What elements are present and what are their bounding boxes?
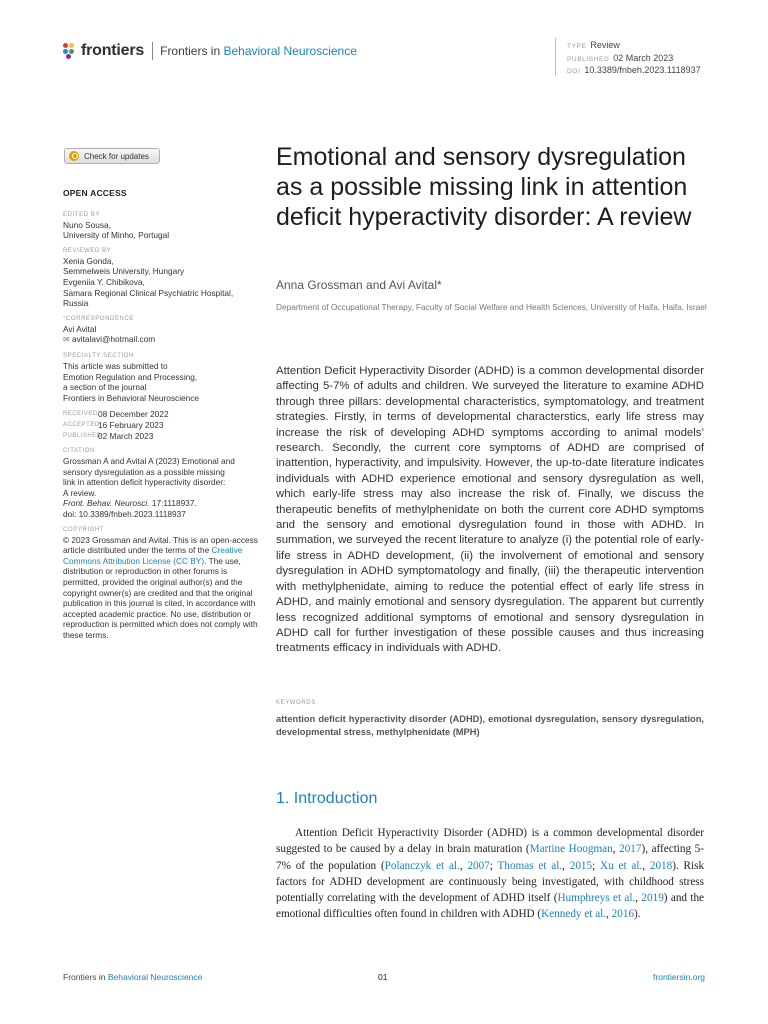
introduction-paragraph — [276, 825, 704, 923]
check-for-updates-button[interactable] — [64, 148, 160, 164]
journal-name[interactable] — [160, 44, 357, 58]
intro-text: , — [612, 843, 620, 856]
intro-text: ). Risk factors for ADHD development are continuously being investigated, with childhood stress potentially correlating with the development of ADHD itself ( — [276, 859, 705, 905]
dates-block — [63, 409, 263, 441]
citation-label: CITATION — [63, 448, 95, 455]
citation-line: sensory dysregulation as a possible missing — [63, 466, 225, 477]
ref-year-link[interactable]: 2018 — [649, 859, 673, 872]
abstract: Attention Deficit Hyperactivity Disorder (ADHD) is a common developmental disorder affecting 5-7% of adults and children. We surveyed the literature to examine ADHD through three pillars: developmental characteristics, symptomatology, and treatment strategies. Firstly, in terms of developmental characterstics, early life stress may increase the risk of developing ADHD symptoms according to animal models’ research. Secondly, the current core symptoms of ADHD are comprised of inattention, hyperactivity, and impulsivity. However, the up-to-date literature indicates individuals with ADHD experience emotional and sensory dysregulation as well, which early-life stress may also increase the risk of. Finally, we discuss the therapeutic benefits of methylphenidate on both the current core ADHD symptoms and the sensory and emotional dysregulation found in those with ADHD. In summation, we surveyed the recent literature to analyze (i) the potential role of early-life stress in ADHD development, (ii) the involvement of emotional and sensory dysregulation in ADHD symptomatology and finally, (iii) the therapeutic intervention with methylphenidate, aiming to reduce the potential effect of early life stress in ADHD, and mainly emotional and sensory dysregulation. The apparent but currently less recognized additional symptoms of emotional and sensory dysregulation in ADHD call for further investigation of these possible causes and thus increasing treatments efficacy in individuals with ADHD. — [276, 365, 704, 655]
citation-line: Grossman A and Avital A (2023) Emotional and — [63, 456, 235, 467]
mail-icon: ✉ — [63, 335, 70, 345]
header-divider — [152, 42, 153, 60]
doi-value[interactable]: 10.3389/fnbeh.2023.1118937 — [584, 65, 701, 75]
edited-by-label: EDITED BY — [63, 211, 101, 218]
journal-title: Behavioral Neuroscience — [223, 44, 357, 58]
cc-by-license-link[interactable]: Creative Commons Attribution License (CC BY) — [63, 545, 243, 566]
author-affiliation: Department of Occupational Therapy, Faculty of Social Welfare and Health Sciences, University of Haifa, Haifa, Israel — [276, 302, 707, 312]
intro-text: ; — [489, 859, 498, 872]
ref-link[interactable]: Polanczyk et al. — [384, 859, 460, 872]
ref-year-link[interactable]: 2019 — [641, 892, 664, 905]
check-updates-label: Check for updates — [84, 151, 149, 161]
keywords: attention deficit hyperactivity disorder (ADHD), emotional dysregulation, sensory dysregulation, developmental stress, methylphenidate (MPH) — [276, 714, 704, 737]
intro-text: , — [562, 859, 570, 872]
footer-site-link[interactable]: frontiersin.org — [653, 972, 705, 982]
intro-text: ). — [634, 908, 641, 921]
ref-link[interactable]: Xu et al. — [600, 859, 643, 872]
citation-journal: Front. Behav. Neurosci. — [63, 498, 150, 509]
intro-text: , — [642, 859, 650, 872]
intro-text: , — [459, 859, 468, 872]
reviewer-line: Samara Regional Clinical Psychiatric Hospital, — [63, 287, 234, 298]
citation-line: A review. — [63, 487, 97, 498]
correspondence-email-row[interactable] — [63, 334, 263, 346]
ref-year-link[interactable]: 2007 — [467, 859, 490, 872]
specialty-line: This article was submitted to — [63, 360, 168, 371]
type-label: TYPE — [567, 43, 587, 50]
citation-doi[interactable]: doi: 10.3389/fnbeh.2023.1118937 — [63, 509, 186, 520]
doi-label: DOI — [567, 68, 581, 75]
intro-text: ) and the emotional difficulties often found in children with ADHD ( — [276, 892, 705, 921]
specialty-line: a section of the journal — [63, 382, 147, 393]
correspondence-label: *CORRESPONDENCE — [63, 315, 135, 322]
published-label: PUBLISHED — [567, 55, 610, 63]
reviewer-line: Russia — [63, 298, 89, 309]
specialty-label: SPECIALTY SECTION — [63, 352, 134, 359]
ref-year-link[interactable]: 2016 — [611, 908, 635, 921]
ref-year-link[interactable]: 2017 — [619, 843, 642, 856]
editor-name: Nuno Sousa, — [63, 219, 111, 230]
frontiers-logo-icon — [63, 43, 77, 59]
intro-text: , — [635, 892, 642, 905]
citation-volume: 17:1118937. — [149, 498, 197, 509]
keywords-label: KEYWORDS — [276, 700, 316, 706]
received-label: RECEIVED — [63, 411, 98, 418]
check-updates-icon — [69, 151, 79, 161]
footer-journal-name: Behavioral Neuroscience — [107, 972, 203, 982]
reviewer-line: Semmelweis University, Hungary — [63, 266, 185, 277]
copyright-text-a: © 2023 Grossman and Avital. This is an open-access article distributed under the terms of the — [63, 534, 258, 556]
intro-text: ; — [592, 859, 601, 872]
reviewer-line: Evgeniia Y. Chibikova, — [63, 276, 145, 287]
editor-affiliation: University of Minho, Portugal — [63, 230, 170, 241]
footer-journal[interactable] — [63, 972, 202, 982]
citation-journal-line — [63, 498, 263, 509]
open-access-label: OPEN ACCESS — [63, 188, 127, 198]
copyright-label: COPYRIGHT — [63, 526, 105, 533]
article-title: Emotional and sensory dysregulation as a possible missing link in attention deficit hyperactivity disorder: A review — [276, 143, 692, 231]
specialty-line: Emotion Regulation and Processing, — [63, 371, 198, 382]
reviewer-line: Xenia Gonda, — [63, 255, 114, 266]
received-date: 08 December 2022 — [98, 409, 169, 420]
specialty-line: Frontiers in Behavioral Neuroscience — [63, 392, 200, 403]
copyright-text — [63, 535, 259, 641]
accepted-date: 16 February 2023 — [98, 419, 164, 430]
footer-journal-prefix: Frontiers in — [63, 972, 108, 982]
page-number: 01 — [378, 972, 388, 982]
accepted-label: ACCEPTED — [63, 421, 100, 428]
citation-line: link in attention deficit hyperactivity disorder: — [63, 477, 226, 488]
ref-link[interactable]: Kennedy et al. — [541, 908, 607, 921]
journal-header — [63, 42, 357, 60]
received-row — [63, 409, 263, 420]
frontiers-logo[interactable]: frontiers — [81, 42, 145, 59]
reviewed-by-label: REVIEWED BY — [63, 247, 112, 254]
correspondence-email[interactable]: avitalavi@hotmail.com — [72, 334, 156, 345]
section-heading: 1. Introduction — [276, 790, 378, 807]
published-row — [63, 431, 263, 442]
meta-divider — [555, 38, 556, 76]
ref-link[interactable]: Martine Hoogman — [529, 843, 613, 856]
sidebar — [63, 188, 263, 641]
published-value: 02 March 2023 — [613, 52, 674, 63]
ref-link[interactable]: Humphreys et al. — [557, 892, 636, 905]
published-date: 02 March 2023 — [98, 430, 154, 441]
intro-text: ), affecting 5-7% of the population ( — [276, 843, 704, 872]
copyright-text-b: . The use, distribution or reproduction in other forums is permitted, provided the original author(s) and the copyright owner(s) are credited and that the original publication in this journal is cited, in accordance with accepted academic practice. No use, distribution or reproduction is permitted which does not comply with these terms. — [63, 555, 258, 640]
accepted-row — [63, 420, 263, 431]
intro-text: Attention Deficit Hyperactivity Disorder (ADHD) is a common developmental disorder suggested to be caused by a delay in brain maturation ( — [276, 827, 704, 856]
type-value: Review — [590, 40, 620, 50]
correspondence-name: Avi Avital — [63, 323, 97, 334]
journal-prefix: Frontiers in — [160, 44, 224, 58]
article-meta — [567, 40, 701, 78]
ref-link[interactable]: Thomas et al. — [497, 859, 563, 872]
intro-text: , — [606, 908, 612, 921]
ref-year-link[interactable]: 2015 — [569, 859, 593, 872]
published-label: PUBLISHED — [63, 432, 102, 439]
article-authors: Anna Grossman and Avi Avital* — [276, 278, 442, 292]
